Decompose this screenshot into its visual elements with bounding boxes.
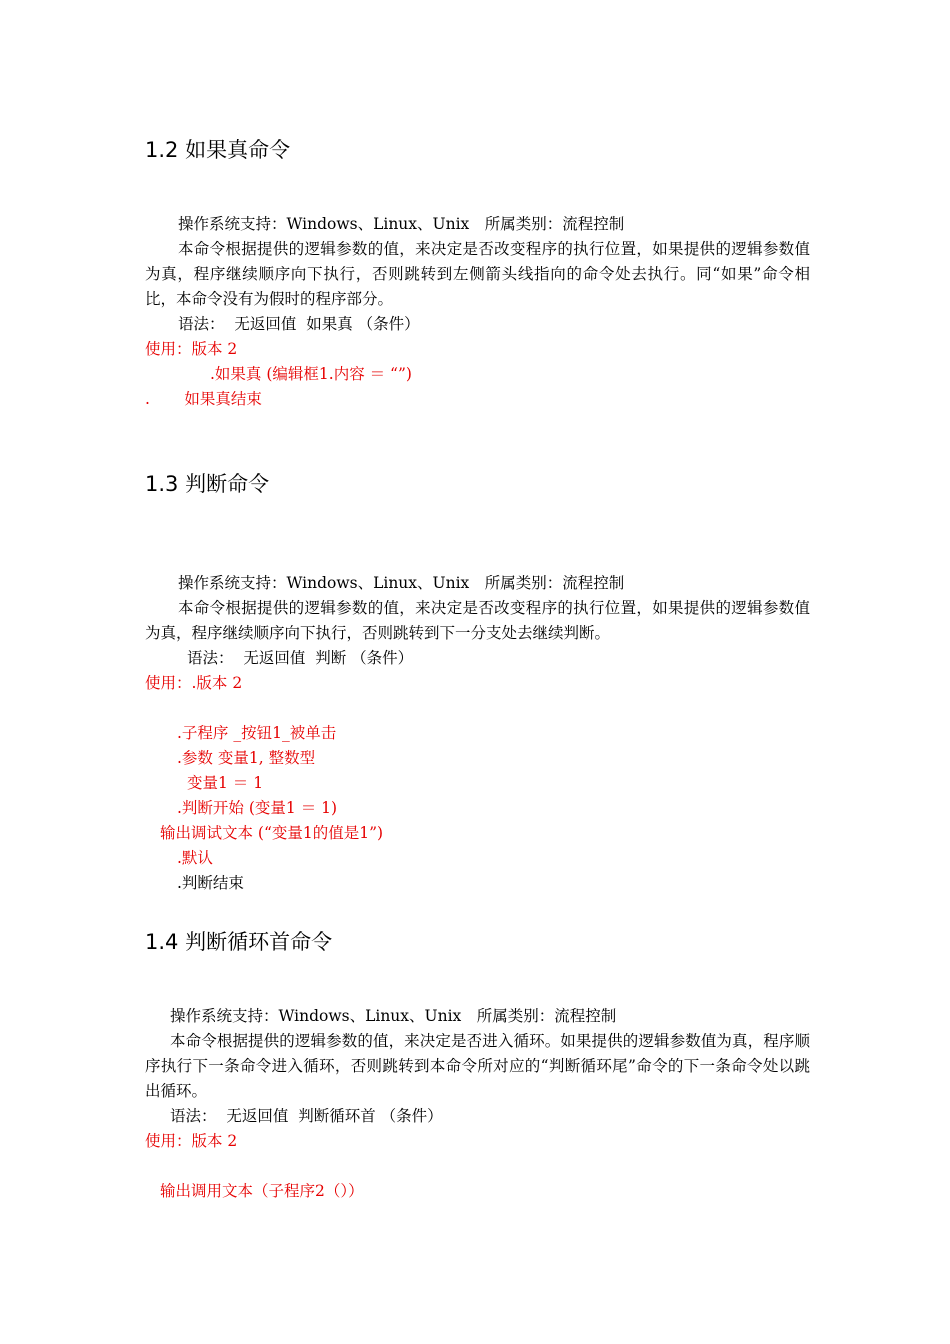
section-1-2-description: 本命令根据提供的逻辑参数的值，来决定是否改变程序的执行位置，如果提供的逻辑参数值为真，程序继续顺序向下执行，否则跳转到左侧箭头线指向的命令处去执行。同“如果”命令相比，本命令没有为假时的程序部分。 [145,240,810,308]
section-1-3-code-line: .参数 变量1, 整数型 [177,749,316,767]
section-1-2-usage-label: 使用：版本 2 [145,340,238,358]
section-1-3-meta: 操作系统支持：Windows、Linux、Unix 所属类别：流程控制 [178,574,625,592]
section-heading-1-2: 1.2 如果真命令 [145,138,291,162]
section-1-4-description: 本命令根据提供的逻辑参数的值，来决定是否进入循环。如果提供的逻辑参数值为真，程序顺序执行下一条命令进入循环，否则跳转到本命令所对应的“判断循环尾”命令的下一条命令处以跳出循环。 [145,1032,810,1100]
section-1-3-code-line: .默认 [177,849,213,867]
section-1-3-description: 本命令根据提供的逻辑参数的值，来决定是否改变程序的执行位置，如果提供的逻辑参数值为真，程序继续顺序向下执行，否则跳转到下一分支处去继续判断。 [145,599,810,642]
section-1-2-meta: 操作系统支持：Windows、Linux、Unix 所属类别：流程控制 [178,215,625,233]
section-1-2-code-line: . 如果真结束 [145,390,262,408]
section-1-3-usage-label: 使用：.版本 2 [145,674,243,692]
section-1-3-code-line: 变量1 ＝ 1 [187,774,264,792]
section-1-3-code-line: .判断结束 [177,874,244,892]
section-1-4-code-line: 输出调用文本（子程序2（）） [160,1182,364,1200]
section-1-4-meta: 操作系统支持：Windows、Linux、Unix 所属类别：流程控制 [170,1007,617,1025]
section-1-3-syntax: 语法： 无返回值 判断 （条件） [187,649,414,667]
section-heading-1-3: 1.3 判断命令 [145,472,270,496]
section-1-4-usage-label: 使用：版本 2 [145,1132,238,1150]
section-heading-1-4: 1.4 判断循环首命令 [145,930,333,954]
section-1-3-code-line: .子程序 _按钮1_被单击 [177,724,337,742]
section-1-2-code-line: .如果真 (编辑框1.内容 ＝ “”) [210,365,412,383]
section-1-2-syntax: 语法： 无返回值 如果真 （条件） [178,315,420,333]
section-1-4-syntax: 语法： 无返回值 判断循环首 （条件） [170,1107,443,1125]
section-1-3-code-line: 输出调试文本 (“变量1的值是1”) [160,824,384,842]
section-1-3-code-line: .判断开始 (变量1 ＝ 1) [177,799,338,817]
